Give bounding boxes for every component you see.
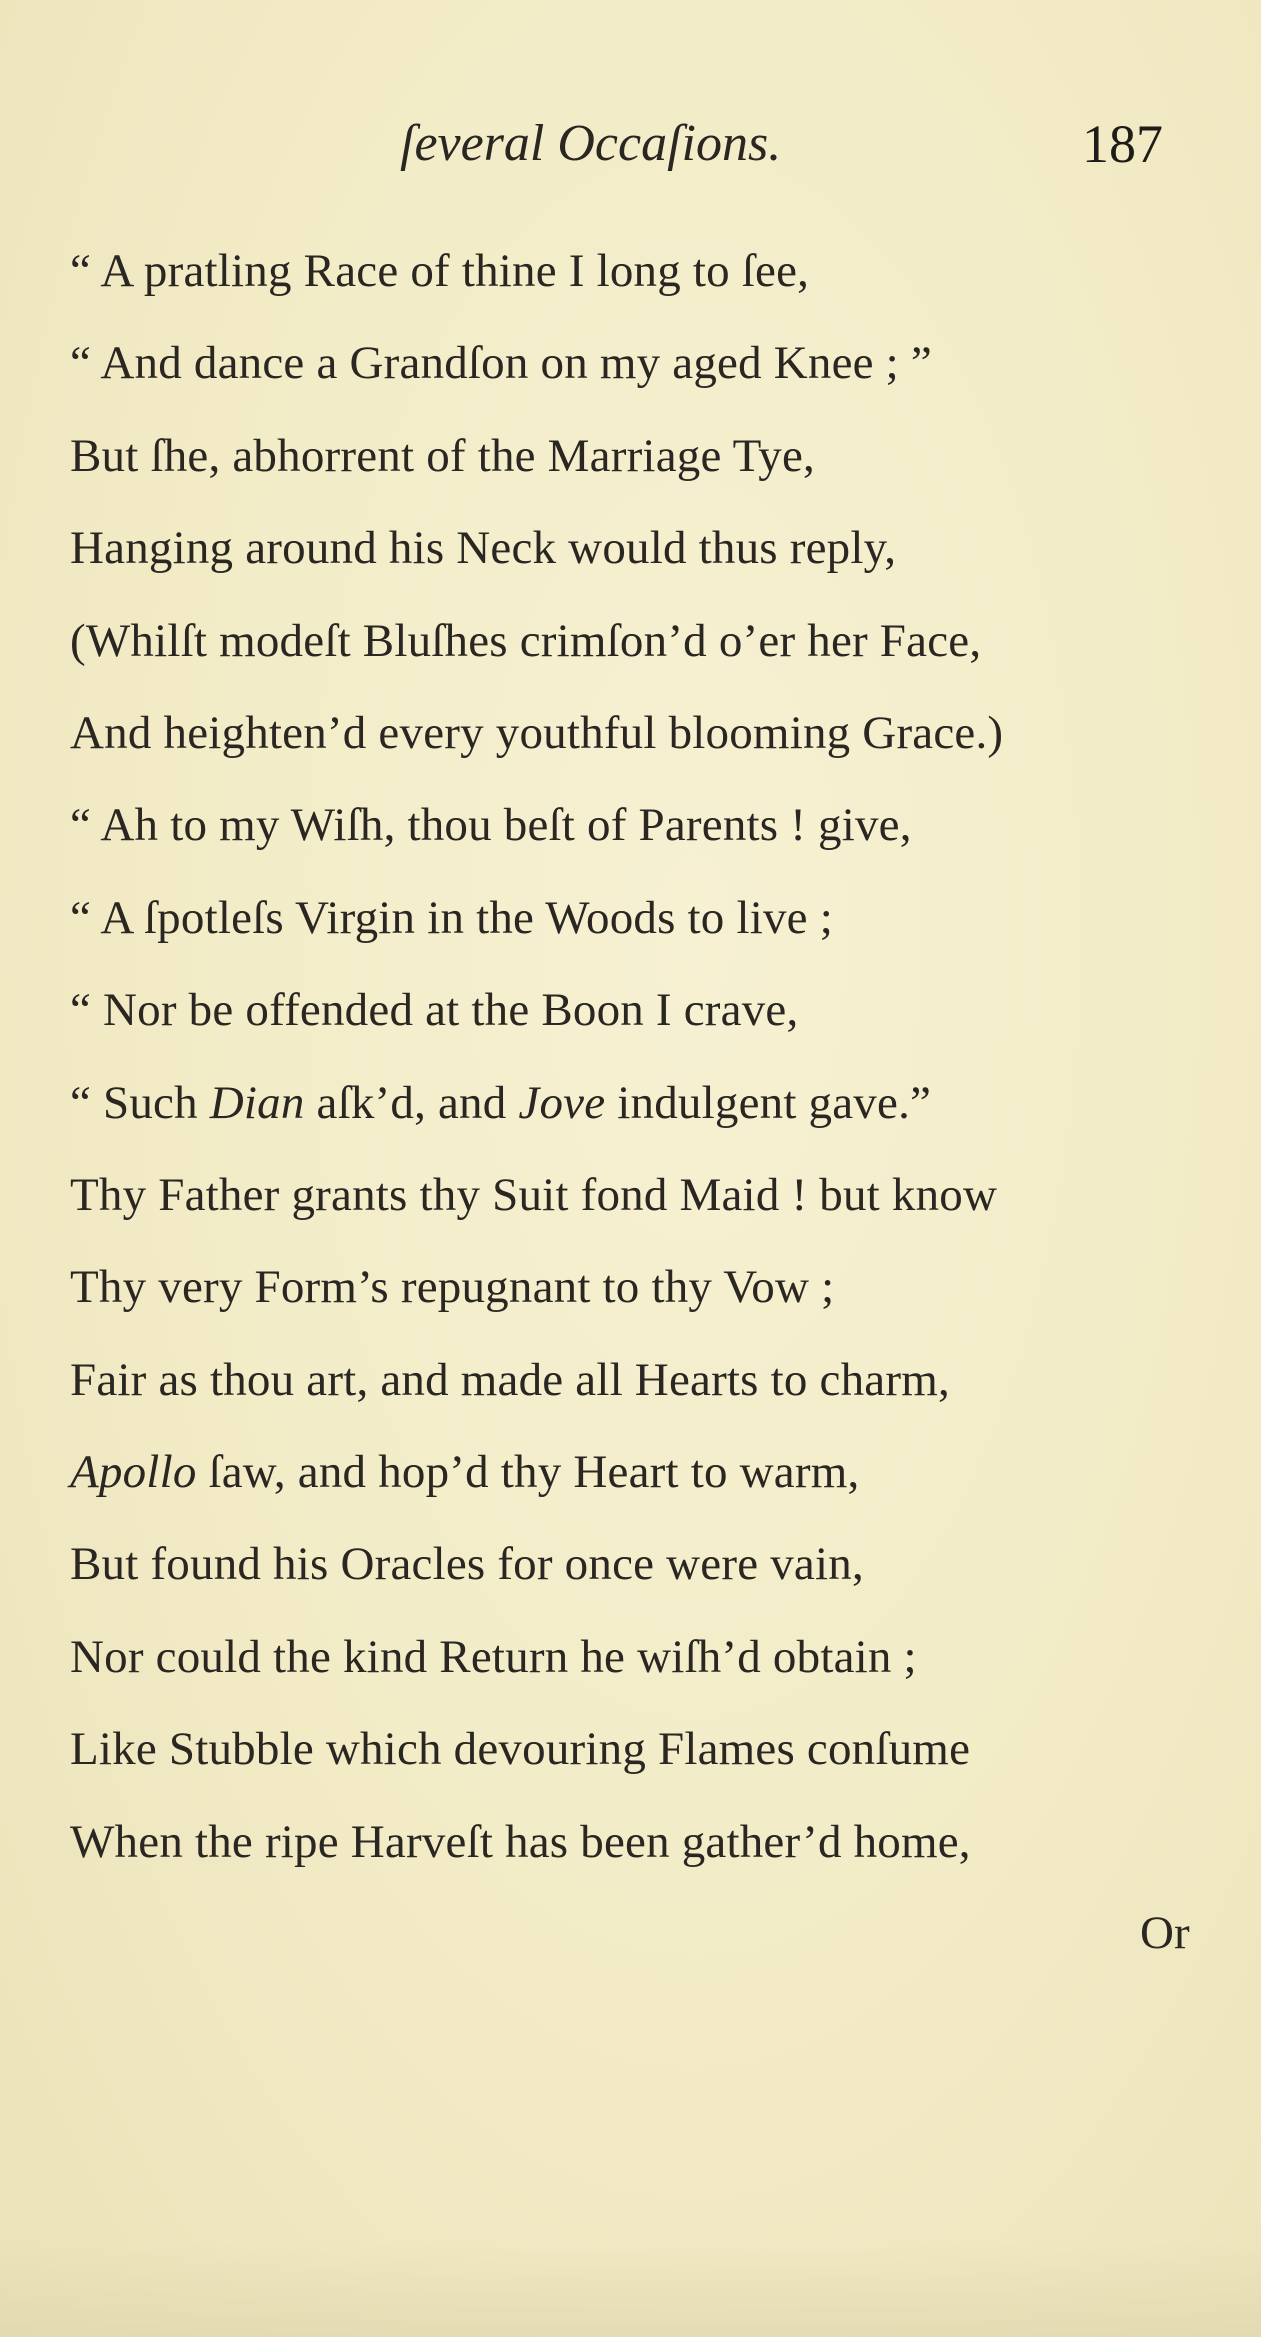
line-text: But ſhe, abhorrent of the Marriage Tye, xyxy=(70,429,815,482)
verse-line xyxy=(70,513,1200,605)
line-text: But found his Oracles for once were vain, xyxy=(70,1538,864,1591)
verse-line xyxy=(70,1252,1200,1344)
line-text: Like Stubble which devouring Flames conſume xyxy=(70,1723,971,1776)
page-header xyxy=(0,104,1261,184)
line-text: “ And dance a Grandſon on my aged Knee ; ” xyxy=(70,337,932,390)
verse-line xyxy=(70,790,1200,882)
poem-verse xyxy=(70,236,1200,1899)
line-text: When the ripe Harveſt has been gather’d home, xyxy=(70,1815,971,1868)
line-text: “ Nor be offended at the Boon I crave, xyxy=(70,984,799,1037)
page-number: 187 xyxy=(1082,114,1163,174)
verse-line xyxy=(70,236,1200,328)
line-text: Thy very Form’s repugnant to thy Vow ; xyxy=(70,1261,835,1314)
line-text: Fair as thou art, and made all Hearts to charm, xyxy=(70,1353,950,1406)
line-text: And heighten’d every youthful blooming Grace.) xyxy=(70,706,1004,759)
verse-line xyxy=(70,1345,1200,1437)
verse-line xyxy=(70,975,1200,1067)
line-text: indulgent gave.” xyxy=(605,1076,932,1129)
line-text: “ Such xyxy=(70,1076,210,1129)
line-text: “ A pratling Race of thine I long to ſee, xyxy=(70,245,810,297)
verse-line xyxy=(70,1160,1200,1252)
verse-line xyxy=(70,1807,1200,1899)
verse-line xyxy=(70,1529,1200,1621)
line-text: Thy Father grants thy Suit fond Maid ! but know xyxy=(70,1168,998,1221)
catchword: Or xyxy=(1140,1907,1190,1959)
verse-line xyxy=(70,421,1200,513)
verse-line xyxy=(70,1437,1200,1529)
verse-line xyxy=(70,698,1200,790)
line-text: aſk’d, and xyxy=(304,1076,519,1129)
line-text: “ Ah to my Wiſh, thou beſt of Parents ! give, xyxy=(70,799,912,852)
line-text: Hanging around his Neck would thus reply, xyxy=(70,522,897,575)
verse-line xyxy=(70,606,1200,698)
verse-line xyxy=(70,1622,1200,1714)
line-text: “ A ſpotleſs Virgin in the Woods to live ; xyxy=(70,891,833,944)
italic-name: Jove xyxy=(518,1076,606,1129)
line-text: (Whilſt modeſt Bluſhes crimſon’d o’er her Face, xyxy=(70,614,982,667)
line-text: Nor could the kind Return he wiſh’d obtain ; xyxy=(70,1630,917,1683)
line-text: ſaw, and hop’d thy Heart to warm, xyxy=(196,1446,860,1499)
italic-name: Apollo xyxy=(70,1446,197,1499)
italic-name: Dian xyxy=(209,1076,305,1129)
verse-line xyxy=(70,328,1200,420)
verse-line xyxy=(70,883,1200,975)
verse-line xyxy=(70,1068,1200,1160)
page-edge-shadow xyxy=(0,2240,1261,2337)
running-title: ſeveral Occaſions. xyxy=(400,115,782,172)
verse-line xyxy=(70,1714,1200,1806)
